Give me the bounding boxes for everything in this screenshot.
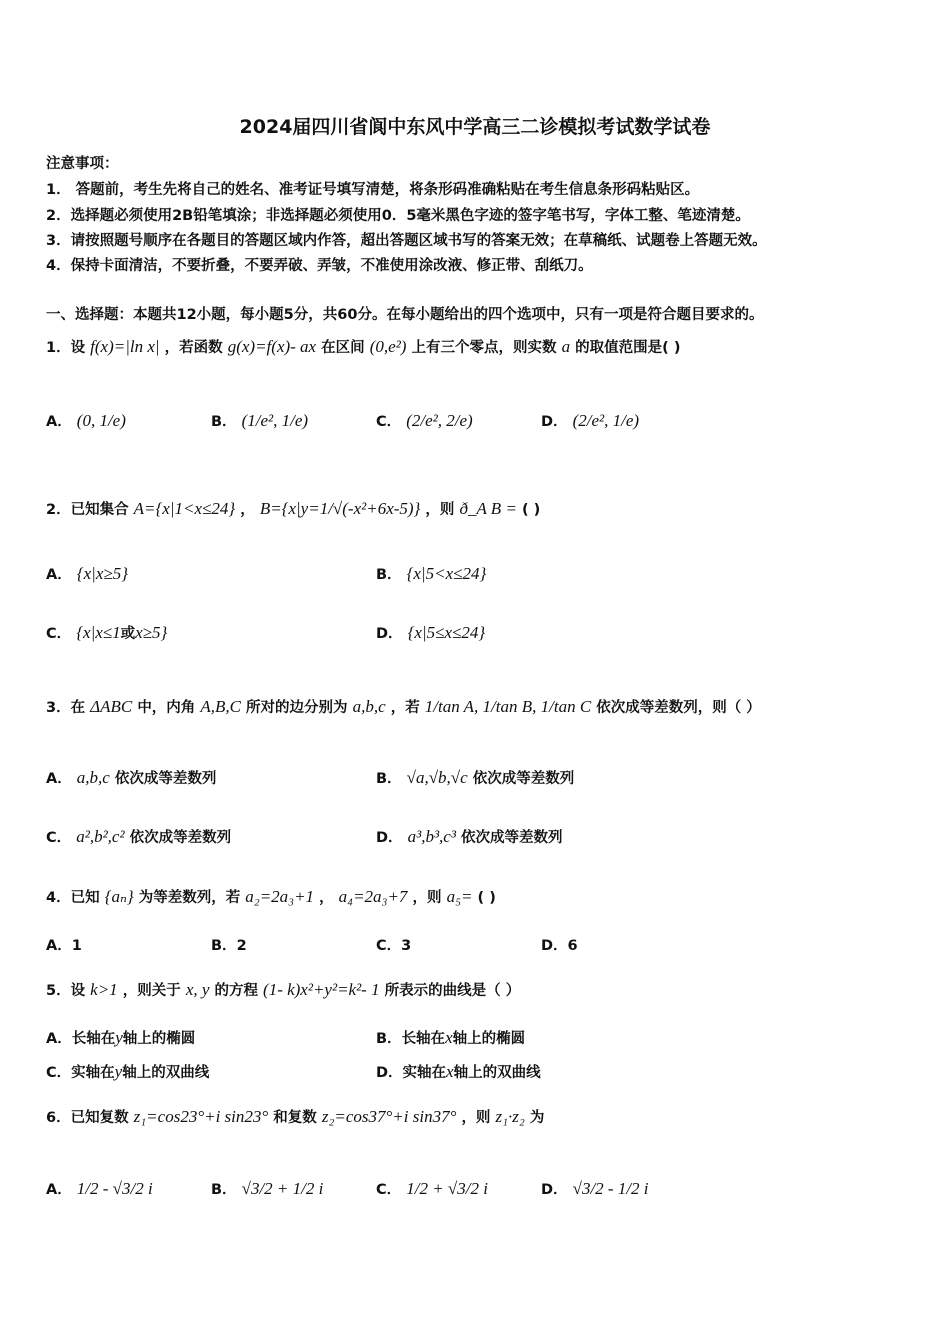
- q2-math-complement: ð_A B =: [459, 499, 517, 518]
- q4-text: 4．已知: [46, 890, 100, 906]
- notice-heading: 注意事项：: [46, 156, 119, 172]
- question-3: [46, 696, 761, 717]
- q2-text: 2．已知集合: [46, 502, 129, 518]
- notice-item: 1． 答题前，考生先将自己的姓名、准考证号填写清楚，将条形码准确粘贴在考生信息条形码粘贴区。: [46, 182, 700, 198]
- q6-text: 6．已知复数: [46, 1110, 129, 1126]
- notice-item: 3．请按照题号顺序在各题目的答题区域内作答，超出答题区域书写的答案无效；在草稿纸、试题卷上答题无效。: [46, 233, 767, 249]
- q1-text: ，若函数: [164, 340, 223, 356]
- option-d[interactable]: D． (2/e², 1/e): [541, 411, 640, 430]
- notice-item: 2．选择题必须使用2B铅笔填涂；非选择题必须使用0．5毫米黑色字迹的签字笔书写，字体工整、笔迹清楚。: [46, 208, 750, 224]
- q2-math-b: B={x|y=1/√(-x²+6x-5)}: [259, 499, 421, 518]
- option-b[interactable]: B． (1/e², 1/e): [211, 411, 309, 430]
- q4-math: a₅=: [446, 887, 473, 906]
- q5-text: 的方程: [214, 983, 258, 999]
- q3-text: 依次成等差数列，则（ ）: [596, 700, 761, 716]
- option-c[interactable]: C． 1/2 + √3/2 i: [376, 1179, 488, 1198]
- option-b[interactable]: B．2: [211, 938, 247, 954]
- q2-text: ，: [240, 502, 255, 518]
- q3-text: 中，内角: [137, 700, 196, 716]
- q6-math: z₁·z₂: [495, 1107, 525, 1126]
- q6-text: 和复数: [273, 1110, 317, 1126]
- option-a[interactable]: A．长轴在y轴上的椭圆: [46, 1028, 196, 1047]
- option-a[interactable]: A． (0, 1/e): [46, 411, 126, 430]
- q5-math: x, y: [185, 980, 210, 999]
- option-a[interactable]: A． 1/2 - √3/2 i: [46, 1179, 153, 1198]
- q3-text: 3．在: [46, 700, 86, 716]
- option-d[interactable]: D．6: [541, 938, 578, 954]
- question-5: [46, 979, 520, 1000]
- option-b[interactable]: B． {x|5<x≤24}: [376, 564, 487, 583]
- q2-math-a: A={x|1<x≤24}: [133, 499, 236, 518]
- q5-text: ，则关于: [122, 983, 181, 999]
- q1-math-g: g(x)=f(x)- ax: [227, 337, 317, 356]
- q4-text: ，: [319, 890, 334, 906]
- option-a[interactable]: A．1: [46, 938, 82, 954]
- option-d[interactable]: D． {x|5≤x≤24}: [376, 623, 486, 642]
- q1-text: 上有三个零点，则实数: [411, 340, 557, 356]
- option-b[interactable]: B． √a,√b,√c 依次成等差数列: [376, 768, 575, 787]
- q3-math: ΔABC: [90, 697, 133, 716]
- q3-math: a,b,c: [352, 697, 386, 716]
- question-1: [46, 336, 680, 357]
- q5-text: 所表示的曲线是（ ）: [384, 983, 521, 999]
- q3-text: ，若: [390, 700, 420, 716]
- q4-math: a₂=2a₃+1: [245, 887, 315, 906]
- q5-math: (1- k)x²+y²=k²- 1: [263, 980, 380, 999]
- q5-math: k>1: [90, 980, 118, 999]
- q3-math: A,B,C: [200, 697, 241, 716]
- q4-text: 为等差数列，若: [138, 890, 241, 906]
- option-c[interactable]: C． a²,b²,c² 依次成等差数列: [46, 827, 232, 846]
- q1-text: 的取值范围是( ): [575, 340, 681, 356]
- q1-text: 1．设: [46, 340, 86, 356]
- option-d[interactable]: D．实轴在x轴上的双曲线: [376, 1062, 541, 1081]
- q6-math: z₂=cos37°+i sin37°: [321, 1107, 457, 1126]
- q2-text: ( ): [521, 502, 541, 518]
- notice-item: 4．保持卡面清洁，不要折叠，不要弄破、弄皱，不准使用涂改液、修正带、刮纸刀。: [46, 258, 593, 274]
- question-2: [46, 498, 540, 519]
- option-c[interactable]: C． {x|x≤1或x≥5}: [46, 623, 168, 642]
- option-c[interactable]: C．3: [376, 938, 412, 954]
- q1-math-interval: (0,e²): [369, 337, 407, 356]
- q2-text: ，则: [425, 502, 455, 518]
- option-b[interactable]: B． √3/2 + 1/2 i: [211, 1179, 324, 1198]
- question-6: [46, 1106, 544, 1127]
- q6-math: z₁=cos23°+i sin23°: [133, 1107, 269, 1126]
- q3-text: 所对的边分别为: [246, 700, 348, 716]
- q6-text: 为: [529, 1110, 545, 1126]
- option-d[interactable]: D． √3/2 - 1/2 i: [541, 1179, 649, 1198]
- option-a[interactable]: A． a,b,c 依次成等差数列: [46, 768, 217, 787]
- q4-math: {aₙ}: [104, 887, 134, 906]
- option-c[interactable]: C．实轴在y轴上的双曲线: [46, 1062, 210, 1081]
- q3-math: 1/tan A, 1/tan B, 1/tan C: [424, 697, 592, 716]
- q1-math-f: f(x)=|ln x|: [90, 337, 160, 356]
- option-d[interactable]: D． a³,b³,c³ 依次成等差数列: [376, 827, 563, 846]
- q1-math-a: a: [561, 337, 571, 356]
- q1-text: 在区间: [321, 340, 365, 356]
- option-a[interactable]: A． {x|x≥5}: [46, 564, 128, 583]
- q4-text: ，则: [412, 890, 442, 906]
- option-b[interactable]: B．长轴在x轴上的椭圆: [376, 1028, 526, 1047]
- q4-math: a₄=2a₃+7: [338, 887, 408, 906]
- q6-text: ，则: [461, 1110, 491, 1126]
- option-c[interactable]: C． (2/e², 2/e): [376, 411, 473, 430]
- page-title: 2024届四川省阆中东风中学高三二诊模拟考试数学试卷: [239, 116, 711, 138]
- section-heading: 一、选择题：本题共12小题，每小题5分，共60分。在每小题给出的四个选项中，只有一项是符合题目要求的。: [46, 307, 764, 323]
- q5-text: 5．设: [46, 983, 86, 999]
- q4-text: ( ): [477, 890, 496, 906]
- question-4: [46, 886, 496, 907]
